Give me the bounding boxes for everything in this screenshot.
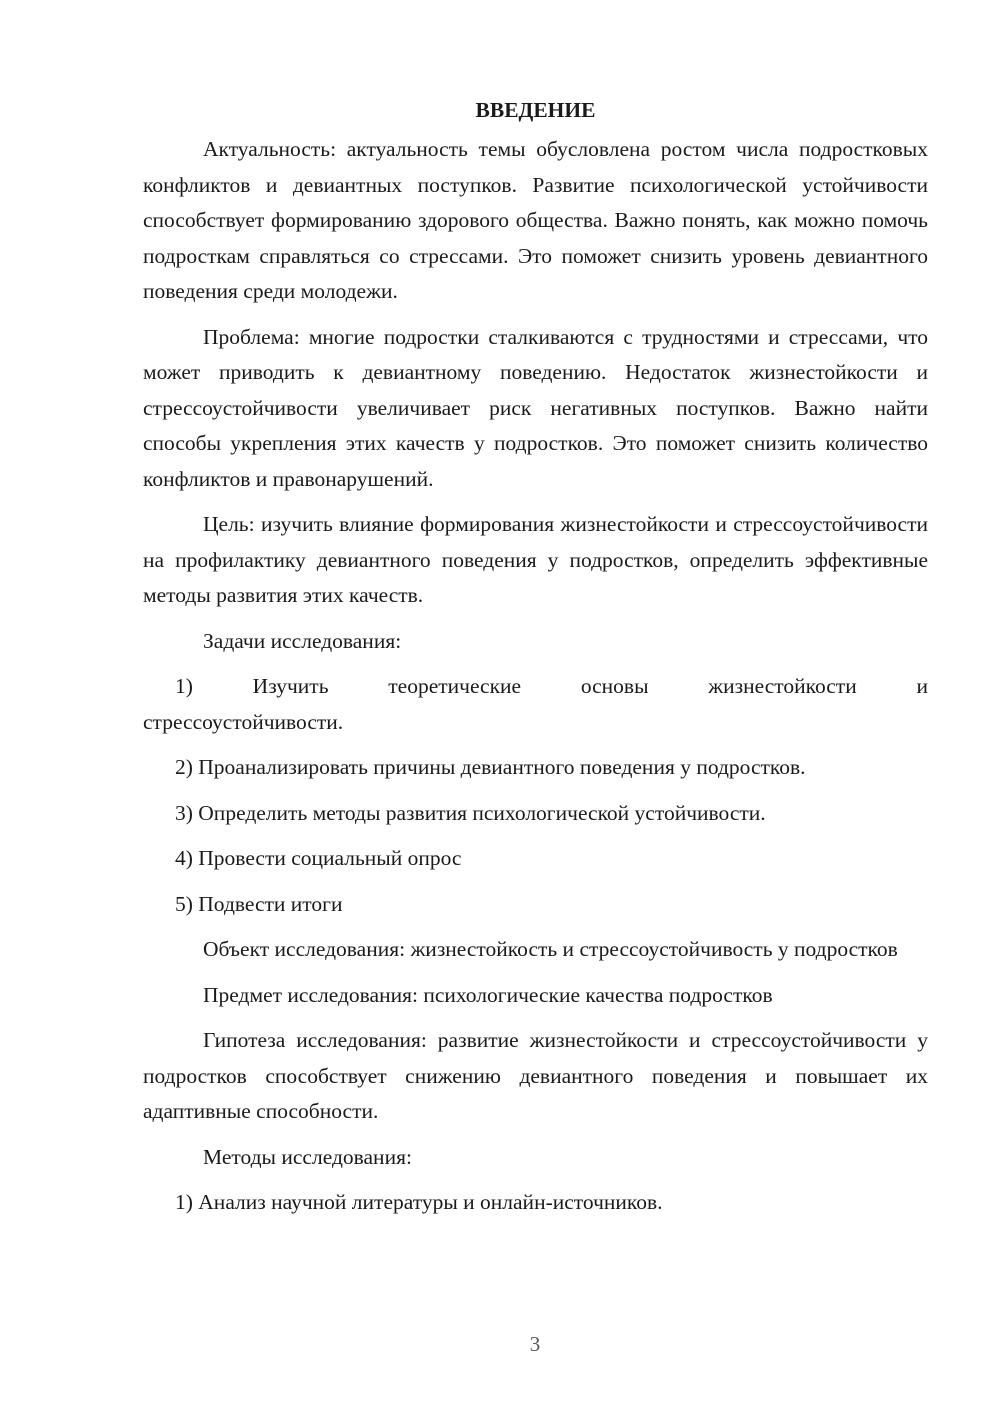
task-item-1-word: Изучить bbox=[252, 674, 329, 698]
task-item-1-word: жизнестойкости bbox=[708, 674, 857, 698]
tasks-heading: Задачи исследования: bbox=[203, 628, 402, 653]
task-item-4: 4) Провести социальный опрос bbox=[175, 846, 462, 870]
method-item-1: 1) Анализ научной литературы и онлайн-источников. bbox=[175, 1190, 663, 1214]
task-item-1-word: основы bbox=[580, 674, 649, 698]
methods-heading: Методы исследования: bbox=[203, 1144, 412, 1169]
subject-paragraph: Предмет исследования: психологические качества подростков bbox=[203, 982, 773, 1007]
task-item-1-first-line bbox=[143, 669, 928, 705]
relevance-paragraph: Актуальность: актуальность темы обусловлена ростом числа подростковых конфликтов и девиантных поступков. Развитие психологической устойчивости способствует формированию здорового общества. Важно понять, как можно помочь подросткам справляться со стрессами. Это поможет снизить уровень девиантного поведения среди молодежи. bbox=[143, 137, 928, 303]
task-item-3: 3) Определить методы развития психологической устойчивости. bbox=[175, 800, 766, 825]
task-item-1-word: и bbox=[916, 674, 928, 698]
task-item-5: 5) Подвести итоги bbox=[175, 891, 343, 916]
problem-paragraph: Проблема: многие подростки сталкиваются с трудностями и стрессами, что может приводить к девиантному поведению. Недостаток жизнестойкости и стрессоустойчивости увеличивает риск негативных поступков. Важно найти способы укрепления этих качеств у подростков. Это поможет снизить количество конфликтов и правонарушений. bbox=[143, 324, 928, 491]
page-number: 3 bbox=[529, 1332, 541, 1356]
object-paragraph: Объект исследования: жизнестойкость и стрессоустойчивость у подростков bbox=[203, 937, 898, 961]
task-item-1-word: теоретические bbox=[388, 674, 522, 698]
task-item-2: 2) Проанализировать причины девиантного поведения у подростков. bbox=[175, 755, 806, 779]
task-item-1-continuation: стрессоустойчивости. bbox=[143, 709, 344, 734]
hypothesis-paragraph: Гипотеза исследования: развитие жизнестойкости и стрессоустойчивости у подростков способствует снижению девиантного поведения и повышает их адаптивные способности. bbox=[143, 1028, 928, 1123]
section-title: ВВЕДЕНИЕ bbox=[475, 98, 596, 122]
document-page bbox=[143, 92, 928, 1231]
task-item-1-word: 1) bbox=[175, 674, 193, 698]
goal-paragraph: Цель: изучить влияние формирования жизнестойкости и стрессоустойчивости на профилактику девиантного поведения у подростков, определить эффективные методы развития этих качеств. bbox=[143, 512, 928, 607]
